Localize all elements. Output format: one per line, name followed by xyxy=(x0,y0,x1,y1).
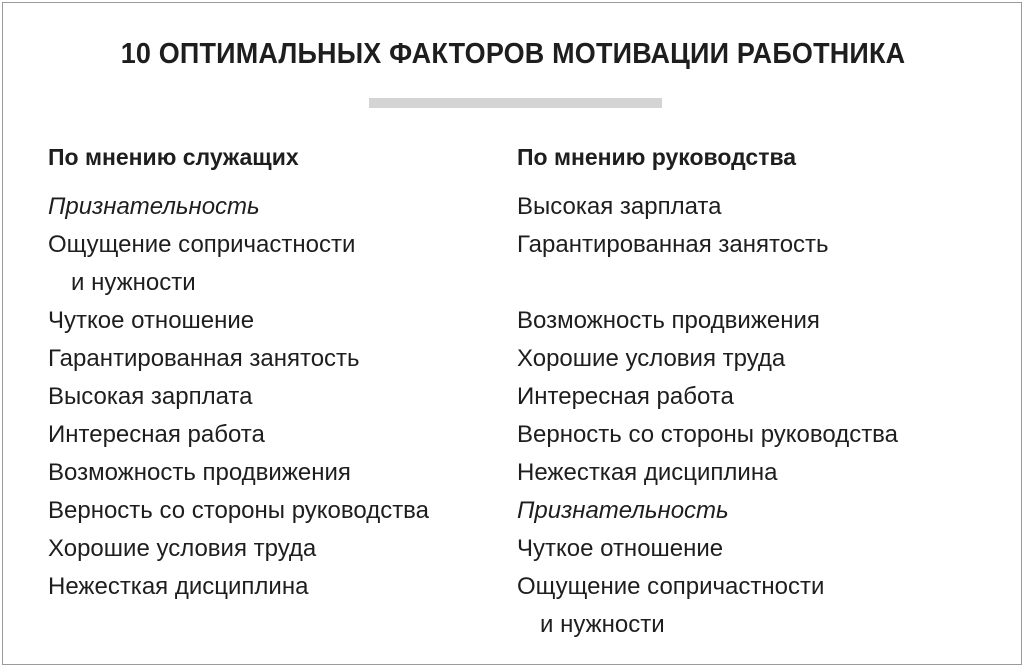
list-item: Хорошие условия труда xyxy=(48,535,317,562)
list-item: Ощущение сопричастности xyxy=(517,573,825,600)
list-item: Гарантированная занятость xyxy=(517,231,829,258)
list-item: Высокая зарплата xyxy=(517,193,722,220)
list-item: Верность со стороны руководства xyxy=(48,497,430,524)
list-item: Хорошие условия труда xyxy=(517,345,786,372)
list-item: Нежесткая дисциплина xyxy=(517,459,778,486)
list-item: Нежесткая дисциплина xyxy=(48,573,309,600)
management-list xyxy=(517,188,997,644)
employees-list xyxy=(48,188,498,606)
list-item: Чуткое отношение xyxy=(48,307,255,334)
list-item: Интересная работа xyxy=(48,421,265,448)
list-item: Ощущение сопричастности xyxy=(48,231,356,258)
page-title: 10 ОПТИМАЛЬНЫХ ФАКТОРОВ МОТИВАЦИИ РАБОТНИКА xyxy=(120,38,906,70)
list-item: Интересная работа xyxy=(517,383,734,410)
list-item: Гарантированная занятость xyxy=(48,345,360,372)
employees-column xyxy=(48,141,498,606)
list-item: и нужности xyxy=(540,611,665,638)
list-item: Верность со стороны руководства xyxy=(517,421,899,448)
list-item: Высокая зарплата xyxy=(48,383,253,410)
list-spacer xyxy=(517,264,997,302)
management-column xyxy=(517,141,997,644)
management-heading: По мнению руководства xyxy=(517,144,797,170)
list-item: Признательность xyxy=(48,193,260,220)
list-item: и нужности xyxy=(71,269,196,296)
list-item: Чуткое отношение xyxy=(517,535,724,562)
list-item: Признательность xyxy=(517,497,729,524)
employees-heading: По мнению служащих xyxy=(48,144,299,170)
title-underline xyxy=(369,98,662,108)
list-item: Возможность продвижения xyxy=(517,307,820,334)
list-item: Возможность продвижения xyxy=(48,459,351,486)
